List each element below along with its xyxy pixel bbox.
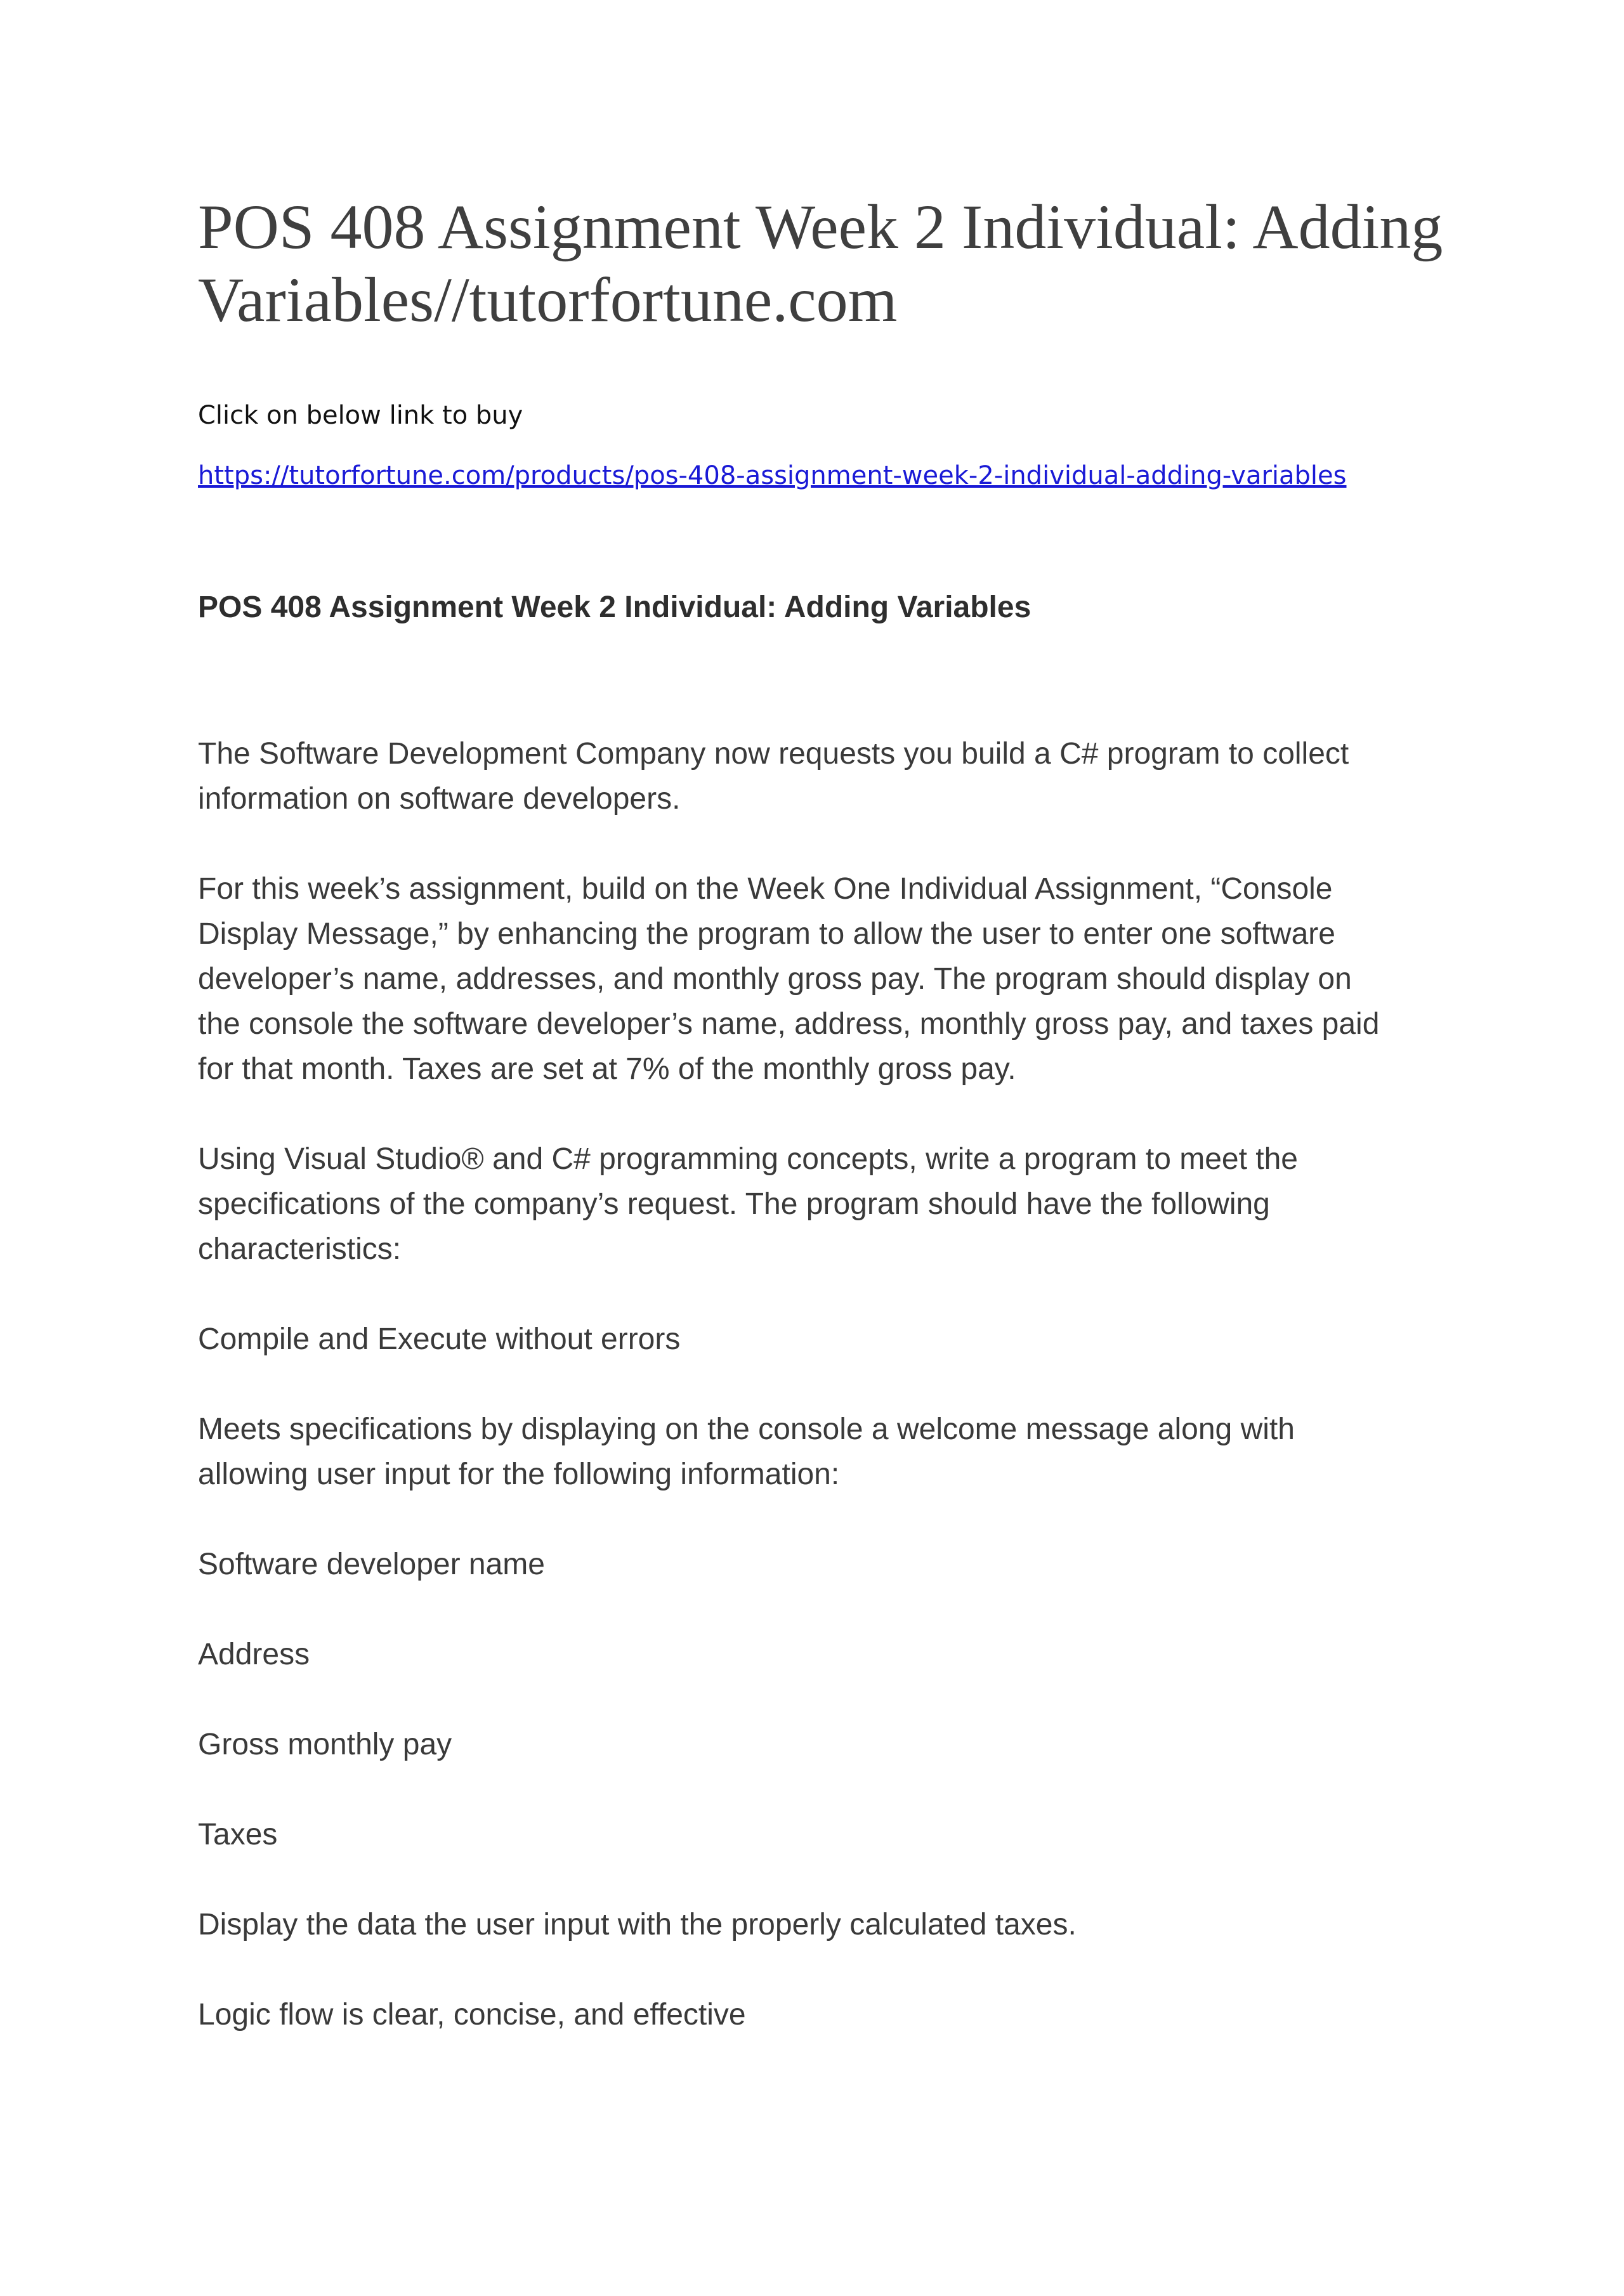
body-paragraph xyxy=(198,731,1467,821)
body-paragraph xyxy=(198,1137,1467,1272)
paragraph-line: Compile and Execute without errors xyxy=(198,1322,681,1356)
paragraph-line: Logic flow is clear, concise, and effective xyxy=(198,1998,746,2032)
paragraph-line: for that month. Taxes are set at 7% of the monthly gross pay. xyxy=(198,1052,1016,1086)
paragraph-line: information on software developers. xyxy=(198,782,681,816)
paragraph-line: Display the data the user input with the properly calculated taxes. xyxy=(198,1908,1077,1941)
paragraph-line: Display Message,” by enhancing the program to allow the user to enter one software xyxy=(198,917,1335,951)
body-paragraph xyxy=(198,1632,1467,1677)
buy-note: Click on below link to buy xyxy=(198,401,523,430)
paragraph-line: The Software Development Company now requests you build a C# program to collect xyxy=(198,737,1349,771)
paragraph-line: characteristics: xyxy=(198,1232,402,1266)
paragraph-line: Meets specifications by displaying on the console a welcome message along with xyxy=(198,1412,1295,1446)
body-paragraph xyxy=(198,1722,1467,1767)
body-paragraph xyxy=(198,866,1467,1092)
product-link[interactable]: https://tutorfortune.com/products/pos-408-assignment-week-2-individual-adding-variables xyxy=(198,461,1347,490)
body-paragraph xyxy=(198,1992,1467,2037)
page-title-line-1: POS 408 Assignment Week 2 Individual: Adding xyxy=(198,192,1443,262)
paragraph-line: Taxes xyxy=(198,1818,278,1851)
page-title xyxy=(198,190,1467,336)
section-heading: POS 408 Assignment Week 2 Individual: Adding Variables xyxy=(198,590,1031,624)
page-title-line-2: Variables//tutorfortune.com xyxy=(198,264,898,335)
body-paragraph xyxy=(198,1542,1467,1587)
paragraph-line: developer’s name, addresses, and monthly gross pay. The program should display on xyxy=(198,962,1352,996)
paragraph-line: Gross monthly pay xyxy=(198,1728,452,1761)
paragraph-line: Software developer name xyxy=(198,1548,545,1581)
paragraph-line: the console the software developer’s name, address, monthly gross pay, and taxes paid xyxy=(198,1007,1380,1041)
paragraph-line: Using Visual Studio® and C# programming concepts, write a program to meet the xyxy=(198,1142,1298,1176)
body-paragraph xyxy=(198,1317,1467,1362)
paragraph-line: Address xyxy=(198,1638,310,1671)
document-page xyxy=(198,190,1467,2032)
paragraph-line: For this week’s assignment, build on the Week One Individual Assignment, “Console xyxy=(198,872,1333,906)
body-paragraph xyxy=(198,1902,1467,1947)
body-paragraph xyxy=(198,1407,1467,1497)
body-paragraph xyxy=(198,1812,1467,1857)
paragraph-line: specifications of the company’s request. The program should have the following xyxy=(198,1187,1270,1221)
paragraph-line: allowing user input for the following information: xyxy=(198,1458,840,1491)
